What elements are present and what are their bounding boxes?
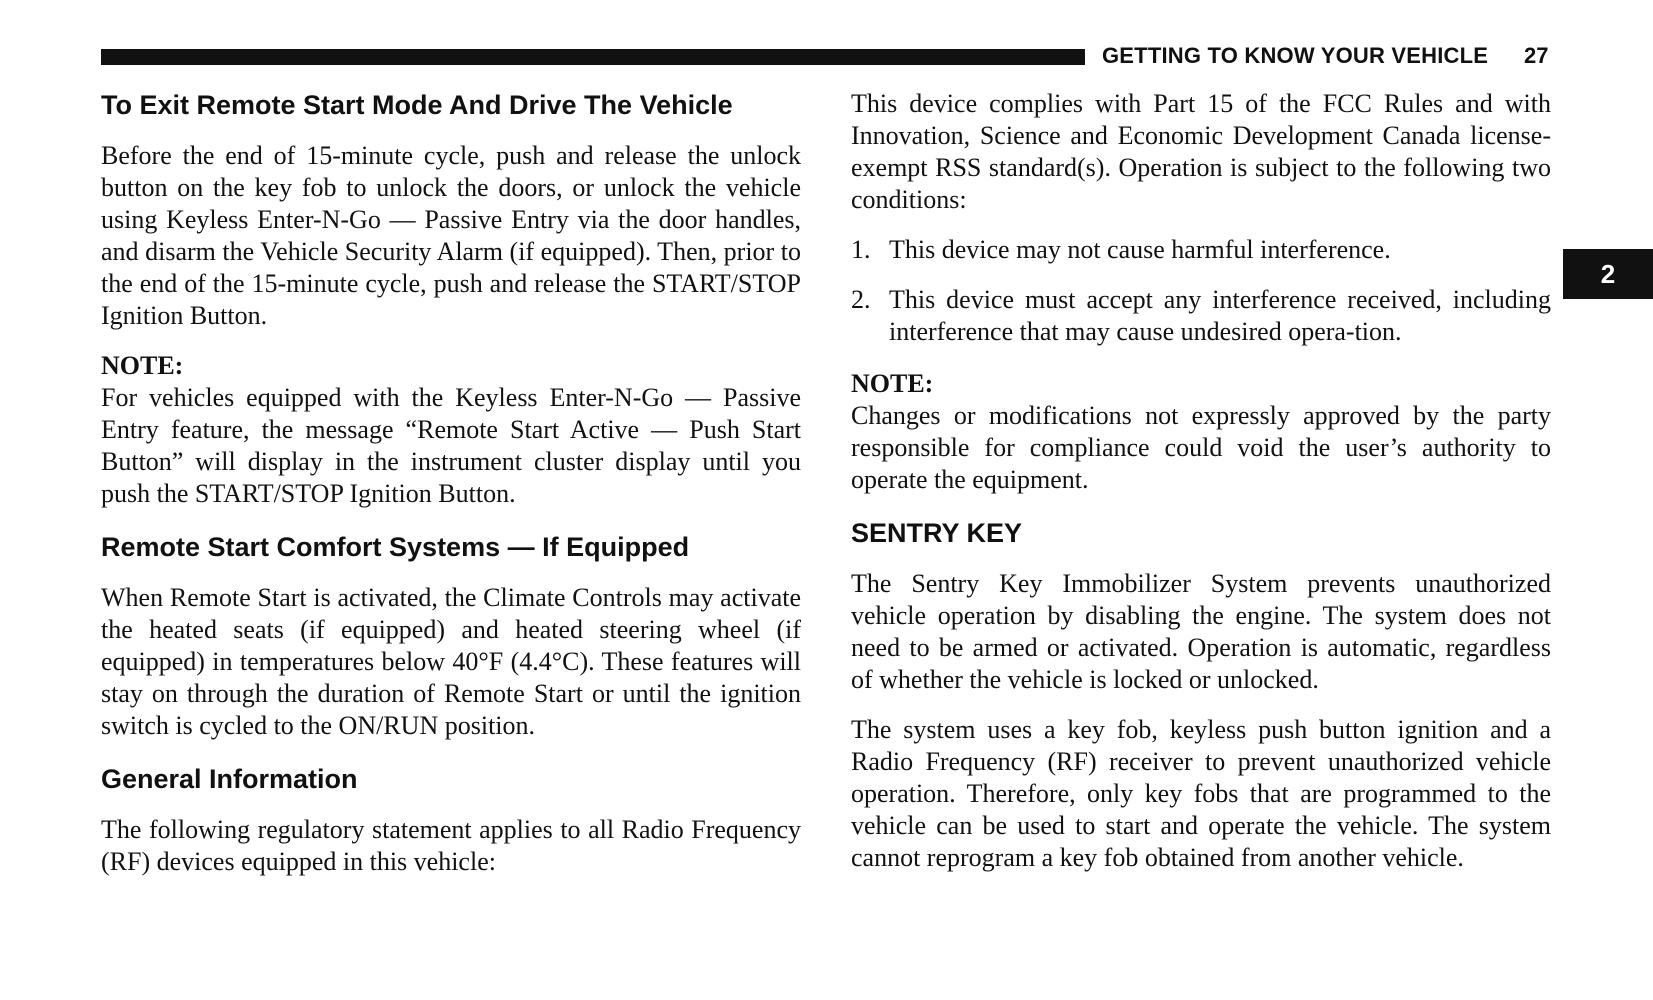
exit-remote-start-heading: To Exit Remote Start Mode And Drive The Vehicle: [101, 90, 733, 120]
exit-remote-start-body: Before the end of 15-minute cycle, push and release the unlock button on the key fob to unlock the doors, or unlock the vehicle using Keyless Enter-N-Go — Passive Entry via the door handles, and disarm the Vehicle Security Alarm (if equipped). Then, prior to the end of the 15-minute cycle, push and release the START/STOP Ignition Button.: [101, 141, 801, 330]
chapter-tab: [1563, 249, 1653, 299]
general-information-heading: General Information: [101, 764, 358, 794]
fcc-compliance-intro: This device complies with Part 15 of the FCC Rules and with Innovation, Science and Economic Development Canada license-exempt RSS standard(s). Operation is subject to the following two conditions:: [851, 89, 1551, 214]
list-item-text: This device may not cause harmful interference.: [889, 235, 1391, 264]
list-item-text: This device must accept any interference received, including interference that may cause undesired opera-tion.: [889, 285, 1551, 346]
page-number: 27: [1524, 43, 1549, 68]
sentry-key-para-1: The Sentry Key Immobilizer System prevents unauthorized vehicle operation by disabling the engine. The system does not need to be armed or activated. Operation is automatic, regardless of whether the vehicle is locked or unlocked.: [851, 569, 1551, 694]
comfort-systems-body: When Remote Start is activated, the Climate Controls may activate the heated seats (if equipped) and heated steering wheel (if equipped) in temperatures below 40°F (4.4°C). These features will stay on through the duration of Remote Start or until the ignition switch is cycled to the ON/RUN position.: [101, 583, 801, 740]
list-item: [851, 284, 1551, 348]
sentry-key-para-2: The system uses a key fob, keyless push button ignition and a Radio Frequency (RF) receiver to prevent unauthorized vehicle operation. Therefore, only key fobs that are programmed to the vehicle can be used to start and operate the vehicle. The system cannot reprogram a key fob obtained from another vehicle.: [851, 715, 1551, 872]
note-text: For vehicles equipped with the Keyless Enter-N-Go — Passive Entry feature, the message “Remote Start Active — Push Start Button” will display in the instrument cluster display until you push the START/STOP Ignition Button.: [101, 383, 801, 508]
right-column: [851, 88, 1551, 874]
header-rule: [101, 49, 1085, 65]
list-item-number: 1.: [851, 235, 871, 264]
running-header-title: GETTING TO KNOW YOUR VEHICLE: [1102, 43, 1489, 68]
general-information-body: The following regulatory statement applies to all Radio Frequency (RF) devices equipped in this vehicle:: [101, 815, 801, 876]
note-label: NOTE:: [851, 369, 934, 398]
sentry-key-heading: SENTRY KEY: [851, 518, 1023, 548]
conditions-list: [851, 234, 1551, 348]
chapter-tab-number: 2: [1600, 258, 1616, 289]
note-label: NOTE:: [101, 351, 184, 380]
comfort-systems-heading: Remote Start Comfort Systems — If Equipped: [101, 532, 690, 562]
left-column: [101, 88, 801, 878]
list-item-number: 2.: [851, 285, 871, 314]
list-item: [851, 234, 1551, 266]
note-text: Changes or modifications not expressly approved by the party responsible for compliance could void the user’s authority to operate the equipment.: [851, 401, 1551, 494]
